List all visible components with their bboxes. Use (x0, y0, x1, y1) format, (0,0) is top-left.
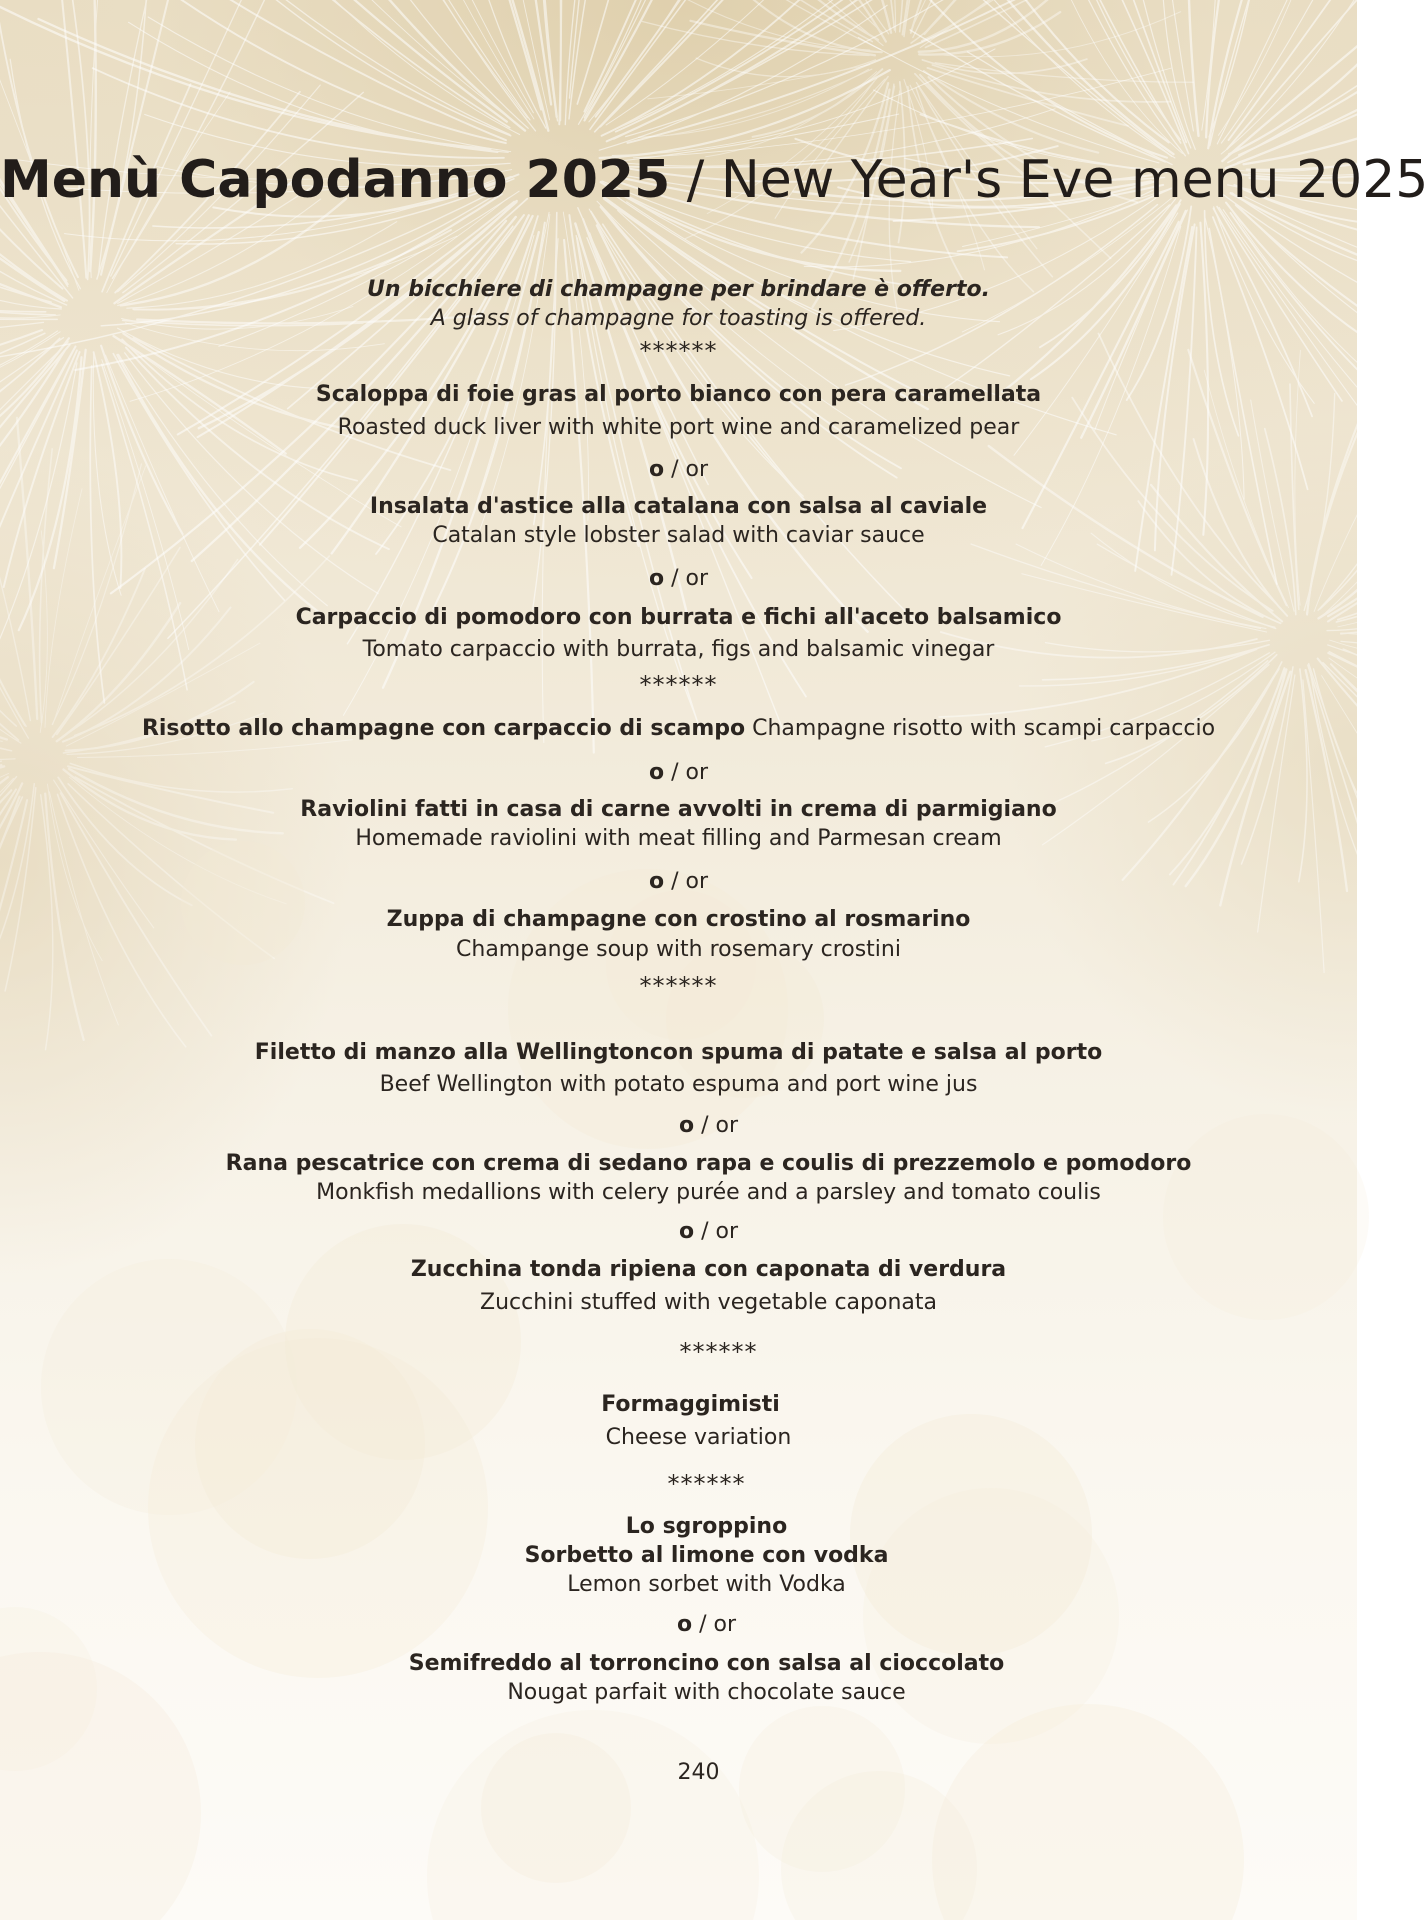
or-italian: o (678, 1219, 695, 1244)
course-separator: ****** (639, 337, 718, 365)
first-1-italian: Risotto allo champagne con carpaccio di scampo (141, 716, 746, 741)
first-2-english: Homemade raviolini with meat filling and Parmesan cream (355, 826, 1002, 851)
sgroppino-english: Lemon sorbet with Vodka (567, 1572, 846, 1597)
course-separator: ****** (639, 671, 718, 699)
title-separator: / (670, 150, 721, 210)
semifreddo-english: Nougat parfait with chocolate sauce (507, 1680, 906, 1705)
bokeh-light (739, 1706, 905, 1872)
first-3-italian: Zuppa di champagne con crostino al rosmarino (386, 907, 971, 932)
or-english: / or (664, 760, 709, 785)
first-1-english: Champagne risotto with scampi carpaccio (752, 716, 1216, 741)
course-separator: ****** (667, 1470, 746, 1498)
page-title (0, 148, 1428, 212)
or-divider (30, 1112, 1387, 1140)
starter-3-english: Tomato carpaccio with burrata, figs and balsamic vinegar (362, 637, 995, 662)
main-2-italian: Rana pescatrice con crema di sedano rapa e coulis di prezzemolo e pomodoro (225, 1151, 1192, 1176)
main-1-english: Beef Wellington with potato espuma and port wine jus (379, 1072, 978, 1097)
semifreddo-italian: Semifreddo al torroncino con salsa al cioccolato (408, 1651, 1005, 1676)
or-italian: o (676, 1612, 693, 1637)
or-english: / or (694, 1113, 739, 1138)
or-divider (0, 565, 1357, 593)
course-separator: ****** (639, 972, 718, 1000)
first-1 (0, 715, 1357, 743)
or-divider (0, 759, 1357, 787)
starter-1-english: Roasted duck liver with white port wine and caramelized pear (337, 415, 1020, 440)
or-english: / or (664, 869, 709, 894)
starter-2-english: Catalan style lobster salad with caviar sauce (432, 523, 925, 548)
or-italian: o (678, 1113, 695, 1138)
bokeh-light (481, 1733, 631, 1883)
main-3-italian: Zucchina tonda ripiena con caponata di verdura (410, 1257, 1007, 1282)
starter-3-italian: Carpaccio di pomodoro con burrata e fichi all'aceto balsamico (295, 605, 1062, 630)
or-english: / or (694, 1219, 739, 1244)
cheese-english: Cheese variation (605, 1425, 792, 1450)
main-2-english: Monkfish medallions with celery purée and a parsley and tomato coulis (316, 1180, 1101, 1205)
menu-price: 240 (677, 1760, 720, 1785)
main-1-italian: Filetto di manzo alla Wellingtoncon spuma di patate e salsa al porto (254, 1040, 1103, 1065)
or-italian: o (648, 760, 665, 785)
or-italian: o (648, 869, 665, 894)
title-italian: Menù Capodanno 2025 (0, 150, 671, 210)
or-divider (0, 456, 1357, 484)
or-english: / or (664, 457, 709, 482)
starter-1-italian: Scaloppa di foie gras al porto bianco con pera caramellata (315, 382, 1042, 407)
welcome-english: A glass of champagne for toasting is offered. (430, 306, 927, 331)
first-3-english: Champange soup with rosemary crostini (456, 937, 901, 962)
or-italian: o (648, 457, 665, 482)
or-divider (0, 868, 1357, 896)
sgroppino-italian: Sorbetto al limone con vodka (524, 1543, 889, 1568)
sgroppino-title: Lo sgroppino (625, 1514, 788, 1539)
starter-2-italian: Insalata d'astice alla catalana con salsa al caviale (369, 494, 988, 519)
main-3-english: Zucchini stuffed with vegetable caponata (480, 1290, 937, 1315)
title-english: New Year's Eve menu 2025 (720, 150, 1428, 210)
or-italian: o (648, 566, 665, 591)
cheese-italian: Formaggimisti (601, 1392, 780, 1417)
welcome-italian: Un bicchiere di champagne per brindare è offerto. (367, 277, 990, 302)
or-divider (30, 1218, 1387, 1246)
or-divider (28, 1611, 1385, 1639)
course-separator: ****** (679, 1338, 758, 1366)
first-2-italian: Raviolini fatti in casa di carne avvolti in crema di parmigiano (300, 797, 1057, 822)
or-english: / or (692, 1612, 737, 1637)
or-english: / or (664, 566, 709, 591)
